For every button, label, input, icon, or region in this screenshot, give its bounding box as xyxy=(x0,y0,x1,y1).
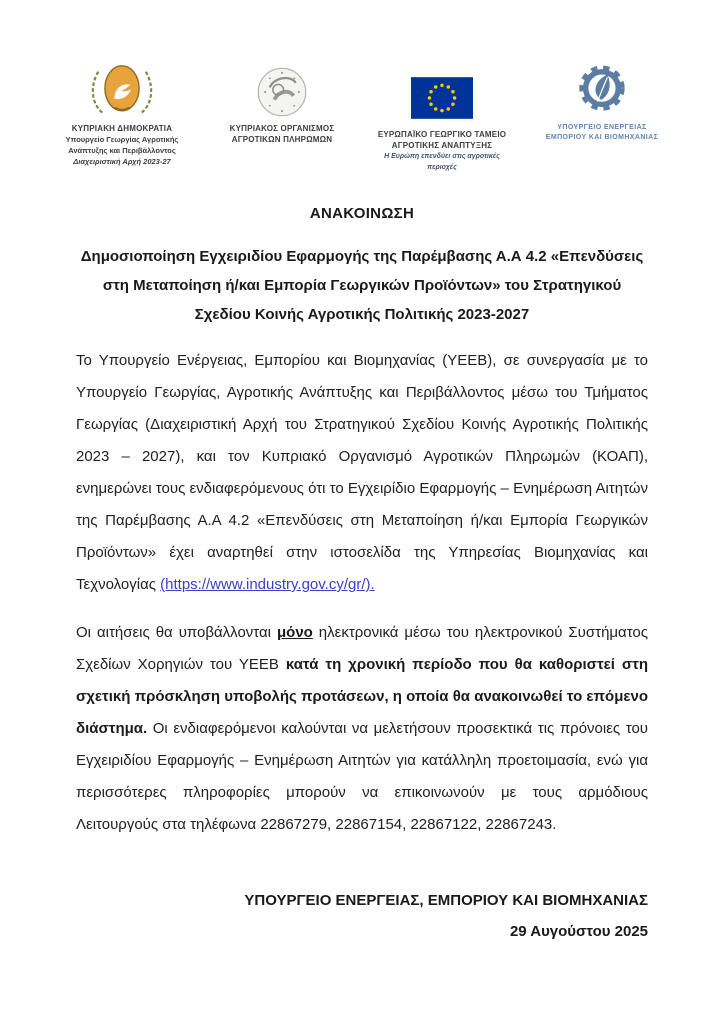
cyprus-coat-of-arms-icon xyxy=(78,62,166,118)
eu-caption-line4: περιοχές xyxy=(427,164,457,171)
gear-leaf-icon xyxy=(573,62,631,118)
logo-cyprus-republic xyxy=(42,62,202,167)
eu-flag-icon xyxy=(411,62,473,124)
document-body xyxy=(0,205,724,947)
signature-date: 29 Αυγούστου 2025 xyxy=(509,923,648,940)
cyprus-caption-line2: Υπουργείο Γεωργίας Αγροτικής xyxy=(65,135,179,144)
paragraph-2-emphasis: μόνο xyxy=(276,624,313,641)
paragraph-2-seg1: Οι αιτήσεις θα υποβάλλονται xyxy=(76,624,277,641)
koap-seal-icon xyxy=(256,62,308,118)
header-logos xyxy=(0,0,724,173)
page-title: ΑΝΑΚΟΙΝΩΣΗ xyxy=(309,205,415,222)
signature-ministry: ΥΠΟΥΡΓΕΙΟ ΕΝΕΡΓΕΙΑΣ, ΕΜΠΟΡΙΟΥ ΚΑΙ ΒΙΟΜΗΧΑΝΙΑΣ xyxy=(244,892,648,909)
cyprus-caption-line3: Ανάπτυξης και Περιβάλλοντος xyxy=(68,146,176,155)
eu-caption-line1: ΕΥΡΩΠΑΪΚΟ ΓΕΩΡΓΙΚΟ ΤΑΜΕΙΟ xyxy=(377,130,507,139)
eu-caption-line2: ΑΓΡΟΤΙΚΗΣ ΑΝΑΠΤΥΞΗΣ xyxy=(391,141,493,150)
paragraph-2-seg2: ηλεκτρονικά μέσω του ηλεκτρονικού Συστήματος Σχεδίων Χορηγιών του ΥΕΕΒ xyxy=(76,624,649,673)
meci-caption-line2: ΕΜΠΟΡΙΟΥ ΚΑΙ ΒΙΟΜΗΧΑΝΙΑΣ xyxy=(545,134,659,141)
paragraph-2-bold-phrase: κατά τη χρονική περίοδο που θα καθοριστεί στη σχετική πρόσκληση υποβολής προτάσεων, η οποία θα ανακοινωθεί το επόμενο διάστημα. xyxy=(76,656,649,737)
koap-logo-caption xyxy=(230,123,335,145)
paragraph-2 xyxy=(76,617,648,841)
logo-eu-fund xyxy=(362,62,522,173)
koap-caption-line1: ΚΥΠΡΙΑΚΟΣ ΟΡΓΑΝΙΣΜΟΣ xyxy=(229,124,335,133)
paragraph-1-text: Το Υπουργείο Ενέργειας, Εμπορίου και Βιομηχανίας (ΥΕΕΒ), σε συνεργασία με το Υπουργείο Γεωργίας, Αγροτικής Ανάπτυξης και Περιβάλλοντος μέσω του Τμήματος Γεωργίας (Διαχειριστική Αρχή του Στρατηγικού Σχεδίου Κοινής Αγροτικής Πολιτικής 2023 – 2027), και τον Κυπριακό Οργανισμό Αγροτικών Πληρωμών (ΚΟΑΠ), ενημερώνει τους ενδιαφερόμενους ότι το Εγχειρίδιο Εφαρμογής – Ενημέρωση Αιτητών της Παρέμβασης Α.Α 4.2 «Επενδύσεις στη Μεταποίηση ή/και Εμπορία Γεωργικών Προϊόντων» έχει αναρτηθεί στην ιστοσελίδα της Υπηρεσίας Βιομηχανίας και Τεχνολογίας xyxy=(76,352,648,593)
industry-website-link[interactable]: (https://www.industry.gov.cy/gr/). xyxy=(160,576,375,593)
koap-caption-line2: ΑΓΡΟΤΙΚΩΝ ΠΛΗΡΩΜΩΝ xyxy=(231,135,333,144)
announcement-subtitle: Δημοσιοποίηση Εγχειριδίου Εφαρμογής της Παρέμβασης Α.Α 4.2 «Επενδύσεις στη Μεταποίηση ή/και Εμπορία Γεωργικών Προϊόντων» του Στρατηγικού Σχεδίου Κοινής Αγροτικής Πολιτικής 2023-2027 xyxy=(80,248,644,323)
logo-ministry-energy xyxy=(522,62,682,143)
paragraph-2-seg3: Οι ενδιαφερόμενοι καλούνται να μελετήσουν προσεκτικά τις πρόνοιες του Εγχειριδίου Εφαρμογής – Ενημέρωση Αιτητών για κατάλληλη προετοιμασία, ενώ για περισσότερες πληροφορίες μπορούν να επικοινωνούν με τους αρμόδιους Λειτουργούς στα τηλέφωνα 22867279, 22867154, 22867122, 22867243. xyxy=(76,720,648,833)
meci-caption-line1: ΥΠΟΥΡΓΕΙΟ ΕΝΕΡΓΕΙΑΣ xyxy=(557,124,647,131)
meci-logo-caption xyxy=(546,123,658,143)
eu-caption-line3: Η Ευρώπη επενδύει στις αγροτικές xyxy=(384,153,500,160)
signature-block xyxy=(76,885,648,947)
cyprus-caption-line1: ΚΥΠΡΙΑΚΗ ΔΗΜΟΚΡΑΤΙΑ xyxy=(71,124,173,133)
cyprus-logo-caption xyxy=(66,123,179,167)
paragraph-1 xyxy=(76,345,648,601)
logo-koap xyxy=(202,62,362,145)
eu-logo-caption xyxy=(378,129,506,173)
cyprus-caption-line4: Διαχειριστική Αρχή 2023-27 xyxy=(73,157,171,166)
